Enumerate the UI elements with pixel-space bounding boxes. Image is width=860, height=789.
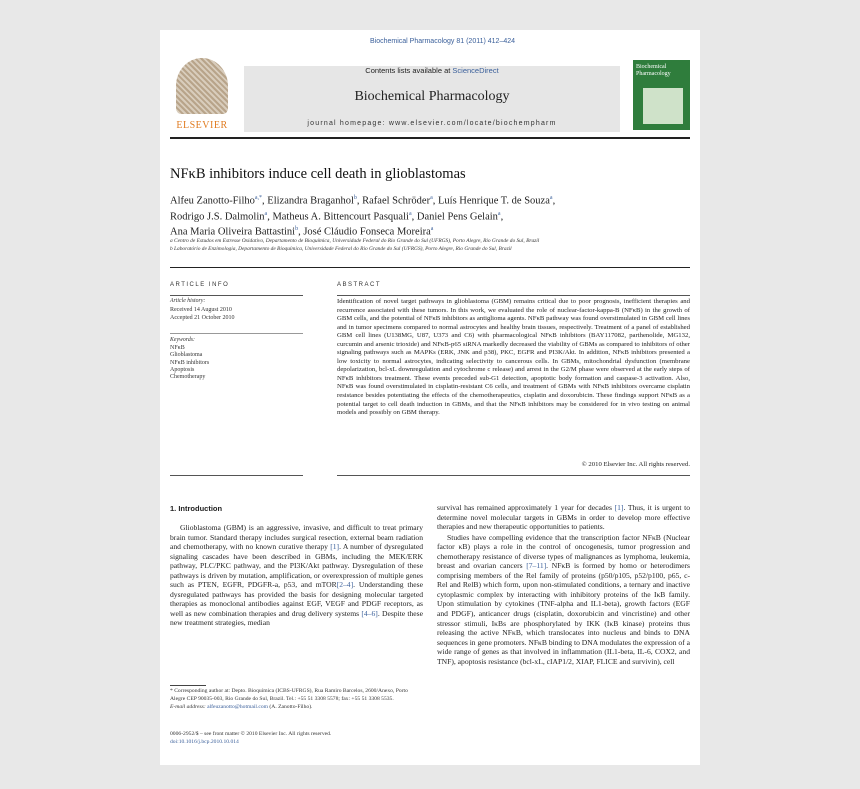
text-run: Glioblastoma (GBM) is an aggressive, invasive, and difficult to treat primary brain tumor. Standard therapy includes surgical resection, external beam radiation and chemotherapy, with no known curative therapy: [170, 523, 423, 552]
footnote-corresponding: [170, 688, 423, 711]
email-suffix: (A. Zanotto-Filho).: [268, 703, 313, 710]
affiliation-a: a Centro de Estudos em Estresse Oxidativo, Departamento de Bioquímica, Universidade Federal do Rio Grande do Sul (UFRGS), Porto Alegre, Rio Grande do Sul, Brazil: [170, 238, 540, 244]
keyword: NFκB: [170, 345, 185, 351]
running-header[interactable]: Biochemical Pharmacology 81 (2011) 412–424: [370, 38, 516, 45]
journal-cover-image[interactable]: [633, 60, 690, 130]
citation-link[interactable]: [4–6]: [361, 608, 378, 618]
author-name[interactable]: Rafael Schröder: [362, 195, 431, 207]
contents-line: [244, 66, 620, 75]
author-sup[interactable]: a: [430, 226, 434, 232]
received-date: Received 14 August 2010: [170, 307, 232, 313]
author-name[interactable]: Alfeu Zanotto-Filho: [170, 195, 255, 207]
accepted-date: Accepted 21 October 2010: [170, 315, 235, 321]
history-label: Article history:: [170, 298, 206, 304]
author-name[interactable]: Daniel Pens Gelain: [416, 211, 498, 222]
citation-link[interactable]: [7–11]: [526, 561, 547, 571]
intro-right-column: [437, 503, 690, 666]
citation-link[interactable]: [2–4]: [336, 580, 354, 590]
banner-rule: [170, 137, 690, 139]
article-info-rule: [170, 295, 303, 296]
author-name[interactable]: Rodrigo J.S. Dalmolin: [170, 211, 265, 222]
author-sup[interactable]: a: [264, 210, 268, 217]
front-matter-line: 0006-2952/$ – see front matter © 2010 Elsevier Inc. All rights reserved.: [170, 731, 332, 737]
sciencedirect-link[interactable]: ScienceDirect: [452, 66, 499, 75]
affiliation-b: b Laboratório de Enzimologia, Departamento de Bioquímica, Universidade Federal do Rio Grande do Sul (UFRGS), Porto Alegre, Rio Grande do Sul, Brazil: [170, 246, 512, 252]
text-run: . Despite these new treatment strategies, median: [170, 608, 423, 628]
email-line: [170, 704, 423, 712]
author-sup[interactable]: a: [430, 195, 433, 201]
citation-link[interactable]: [1]: [330, 542, 340, 552]
email-link[interactable]: alfeuzanotto@hotmail.com: [207, 703, 269, 710]
doi-link[interactable]: doi:10.1016/j.bcp.2010.10.014: [170, 739, 239, 745]
text-run: . Thus, it is urgent to determine novel molecular targets in GBMs in order to develop more effective therapies and new therapeutic opportunities to patients.: [437, 503, 690, 532]
author-sup[interactable]: b: [295, 226, 299, 232]
journal-banner: [170, 58, 690, 138]
elsevier-logo[interactable]: [170, 58, 234, 134]
citation-link[interactable]: [1]: [614, 503, 624, 512]
article-title: NFκB inhibitors induce cell death in glioblastomas: [170, 166, 466, 182]
keyword-list: [170, 345, 209, 381]
abstract-heading: ABSTRACT: [337, 282, 382, 288]
author-name[interactable]: Ana Maria Oliveira Battastini: [170, 226, 296, 238]
author-sup[interactable]: a: [497, 210, 501, 217]
affiliation-rule: [170, 267, 690, 268]
email-label: E-mail address:: [170, 703, 208, 710]
abstract-copyright: © 2010 Elsevier Inc. All rights reserved.: [581, 461, 690, 468]
elsevier-tree-icon: [176, 58, 228, 114]
keyword: Glioblastoma: [170, 352, 203, 359]
text-run: Studies have compelling evidence that the transcription factor NFκB (Nuclear factor κB) plays a role in the control of oncogenesis, tumor progression and chemotherapy resistance of diverse types of malignances as lymphoma, leukemia, breast and ovarian cancers: [437, 532, 690, 571]
keyword: Apoptosis: [170, 366, 195, 373]
author-sup[interactable]: a: [408, 210, 412, 217]
intro-paragraph: [170, 523, 423, 628]
section-heading-introduction: 1. Introduction: [170, 504, 223, 513]
text-run: . A number of dysregulated signaling cascades have been described in GBMs, including the MEK/ERK pathway, PLC/PKC pathway, and the PI3K/Akt pathway. Dysregulation of these pathways is driven by mutation, amplification, or overexpression of multiple genes such as PTEN, EGFR, PDGFR-a, p53, and mTOR: [170, 542, 423, 590]
abstract-text: Identification of novel target pathways in glioblastoma (GBM) remains critical due to poor prognosis, inefficient therapies and recurrence associated with these tumors. In this work, we evaluated the role of nuclear-factor-kappa-B (NFκB) in the growth of GBM cells, and the potential of NFκB inhibitors as antiglioma agents. NFκB pathway was found overstimulated in GBM cell lines and in tumor specimens compared to normal astrocytes and healthy brain tissues, respectively. Treatment of a panel of established GBM cell lines (U138MG, U87, U373 and C6) with pharmacological NFκB inhibitors (BAY117082, parthenolide, MG132, curcumin and arsenic trioxide) and NFκB-p65 siRNA markedly decreased the viability of GBMs as compared to inhibitors of other signaling pathways such as MAPKs (ERK, JNK and p38), PKC, EGFR and PI3K/Akt. In addition, NFκB inhibitors presented a low toxicity to normal astrocytes, indicating selectivity to cancerous cells. In GBMs, mitochondrial dysfunction (membrane depolarization, bcl-xL downregulation and cytochrome c release) and arrest in the G2/M phase were observed at the early steps of NFκB inhibitors treatment. These events preceded sub-G1 detection, apoptotic body formation and caspase-3 activation. Also, NFκB was found overstimulated in cisplatin-resistant C6 cells, and treatment of GBMs with NFκB inhibitors overcame cisplatin resistance besides potentiating the effects of the chemotherapeutics, cisplatin and doxorubicin. These findings support NFκB as a potential target to cell death induction in GBMs, and that the NFκB inhibitors may be considered for in vivo testing on animal models and possibly on GBM therapy.: [337, 298, 690, 417]
journal-homepage[interactable]: journal homepage: www.elsevier.com/locate/biochempharm: [307, 120, 557, 127]
author-name[interactable]: José Cláudio Fonseca Moreira: [303, 226, 431, 238]
abstract-rule: [337, 295, 690, 296]
front-matter: [170, 730, 423, 746]
cover-title: Biochemical Pharmacology: [636, 64, 671, 77]
intro-paragraph: [437, 533, 690, 667]
journal-title: Biochemical Pharmacology: [354, 89, 510, 104]
text-run: . Understanding these dysregulated pathways has provided the basis for designing molecular targeted therapies as monoclonal antibodies against EGF, VEGF and PDGF receptors, as well as new combination therapies and drug delivery systems: [170, 580, 423, 618]
author-name[interactable]: Elizandra Braganhol: [267, 195, 354, 207]
article-info-heading: ARTICLE INFO: [170, 282, 230, 288]
text-run: survival has remained approximately 1 year for decades: [437, 503, 615, 512]
publisher-name: ELSEVIER: [176, 120, 228, 131]
contents-prefix: Contents lists available at: [365, 66, 453, 75]
author-sup[interactable]: a,*: [254, 195, 263, 201]
keyword: NFκB inhibitors: [170, 359, 210, 366]
cover-graphic: [643, 88, 683, 124]
text-run: . NFκB is formed by homo or heterodimers comprising members of the Rel family of proteins (p50/p105, p52/p100, p65, c-Rel and RelB) which form, upon non-stimulated conditions, a ternary and inactive cytoplasmic complex by interacting with inhibitory proteins of the IκB family. Upon stimulation by cytokines (TNF-alpha and IL1-beta), growth factors (EGF and PDGF), anticancer drugs (cisplatin, doxorubicin and vincristine) and other stressor stimuli, IκBs are phosphorylated by IKK (IκB kinase) proteins thus releasing the active NFκB, which translocates into nucleus and binds to DNA sequences in gene promoters. NFκB binding to DNA modulates the expression of a wide range of genes as that involved in inflammation (IL1-beta, IL-6, COX2, and TNF), apoptosis resistance (bcl-xL, cIAP1/2, XIAP, FLICE and survivin), cell: [437, 561, 690, 666]
author-sup[interactable]: a: [549, 195, 553, 201]
author-sup[interactable]: b: [353, 195, 357, 201]
author-name[interactable]: Luís Henrique T. de Souza: [438, 195, 550, 207]
author-list: Alfeu Zanotto-Filho$^{a,*}$, Elizandra Braganhol$^b$, Rafael Schröder$^a$, Luís Henrique T. de Souza$^a$, Rodrigo J.S. Dalmolin$^a$, Matheus A. Bittencourt Pasquali$^a$, Daniel Pens Gelain$^a$, Ana Maria Oliveira Battastini$^b$, José Cláudio Fonseca Moreira$^a$: [170, 195, 556, 238]
intro-left-column: [170, 523, 423, 628]
article-info-bottom-rule: [170, 475, 303, 476]
keyword: Chemotherapy: [170, 374, 206, 381]
corresponding-author-note: * Corresponding author at: Depto. Bioquímica (ICBS-UFRGS), Rua Ramiro Barcelos, 2600/Anexo, Porto Alegre CEP 90035-003, Rio Grande do Sul, Brazil. Tel.: +55 51 3308 5578; fax: +55 51 3308 5535.: [170, 688, 408, 702]
intro-paragraph: [437, 503, 690, 532]
footnote-rule: [170, 685, 206, 686]
abstract-bottom-rule: [337, 475, 690, 476]
journal-box: [244, 66, 620, 132]
keywords-rule: [170, 333, 303, 334]
author-name[interactable]: Matheus A. Bittencourt Pasquali: [272, 211, 409, 222]
keywords-label: Keywords:: [170, 337, 195, 343]
